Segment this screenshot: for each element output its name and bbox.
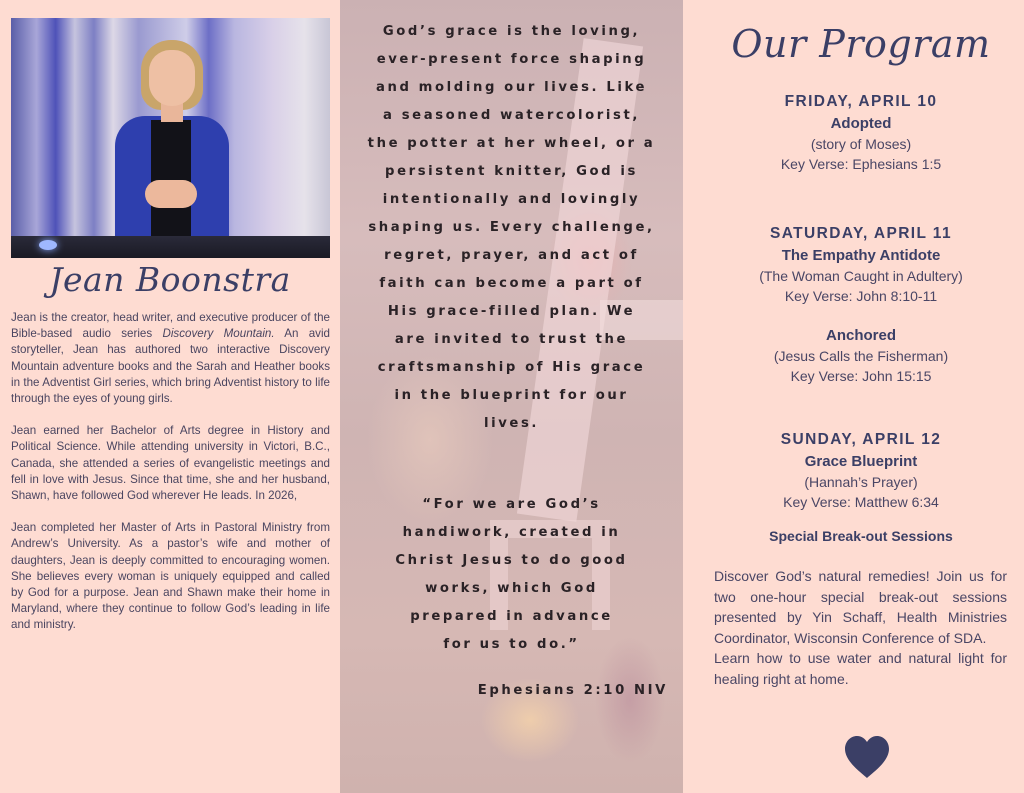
day-saturday <box>698 223 1024 386</box>
bio-paragraph-1: Jean is the creator, head writer, and executive producer of the Bible-based audio series Discovery Mountain. An avid storyteller, Jean has authored two interactive Discovery Mountain adventure books and the Sarah and Heather books in the Adventist Girl series, which bring Adventist history to life through the eyes of young girls. <box>11 311 331 406</box>
quote-line: are invited to trust the <box>394 332 629 347</box>
special-description: Discover God’s natural remedies! Join us for two one-hour special break-out sessions presented by Yin Schaff, Health Ministries Coordinator, Wisconsin Conference of SDA. <box>714 568 1007 646</box>
speaker-bio <box>11 310 330 650</box>
special-sessions-heading: Special Break-out Sessions <box>769 528 953 544</box>
session-key-verse: Key Verse: John 8:10-11 <box>784 288 938 304</box>
session-title: Anchored <box>825 327 896 344</box>
quote-line: and molding our lives. Like <box>375 80 648 95</box>
quote-line: lives. <box>483 416 540 431</box>
day-friday <box>698 91 1024 174</box>
quote-line: ever-present force shaping <box>376 52 647 67</box>
session-title: The Empathy Antidote <box>781 247 941 264</box>
bible-verse <box>340 491 683 659</box>
quote-line: God’s grace is the loving, <box>382 24 641 39</box>
bio-paragraph-3: Jean completed her Master of Arts in Pastoral Ministry from Andrew’s University. As a pastor’s wife and mother of daughters, Jean is deeply committed to encouraging women. She believes every woman is uniquely equipped and called by God for a purpose. Jean and Shawn make their home in Maryland, where they continue to follow God’s leading in life and ministry. <box>11 521 330 632</box>
day-date: SUNDAY, APRIL 12 <box>780 431 942 448</box>
session-title: Grace Blueprint <box>804 453 918 470</box>
quote-line: faith can become a part of <box>379 276 644 291</box>
heart-icon <box>843 735 891 779</box>
quote-line: regret, prayer, and act of <box>384 248 639 263</box>
bio-paragraph-2: Jean earned her Bachelor of Arts degree in History and Political Science. While attending university in Victori, B.C., Canada, she attended a series of evangelistic meetings and fell in love with Jesus. Since that time, she and her husband, Shawn, have followed God wherever He leads. In 2026, <box>11 424 330 503</box>
special-sessions-body <box>714 566 1007 689</box>
quote-line: His grace-filled plan. We <box>387 304 636 319</box>
session-subtitle: (Jesus Calls the Fisherman) <box>773 348 949 364</box>
grace-quote <box>340 18 683 438</box>
session-key-verse: Key Verse: John 15:15 <box>790 368 932 384</box>
day-date: SATURDAY, APRIL 11 <box>770 225 952 242</box>
quote-line: intentionally and lovingly <box>382 192 641 207</box>
verse-line: for us to do.” <box>443 637 580 652</box>
stage-light <box>39 240 57 250</box>
verse-line: prepared in advance <box>410 609 613 624</box>
session-subtitle: (Hannah’s Prayer) <box>804 474 918 490</box>
quote-line: a seasoned watercolorist, <box>383 108 640 123</box>
speaker-figure <box>109 40 233 258</box>
day-date: FRIDAY, APRIL 10 <box>784 93 938 110</box>
program-title: Our Program <box>731 22 991 66</box>
verse-line: Christ Jesus to do good <box>395 553 628 568</box>
quote-line: the potter at her wheel, or a <box>367 136 656 151</box>
verse-reference: Ephesians 2:10 NIV <box>477 683 668 698</box>
series-title: Discovery Mountain. <box>162 327 275 341</box>
left-panel <box>0 0 340 793</box>
session-subtitle: (The Woman Caught in Adultery) <box>759 268 963 284</box>
quote-line: craftsmanship of His grace <box>377 360 646 375</box>
quote-line: persistent knitter, God is <box>385 164 638 179</box>
session-key-verse: Key Verse: Matthew 6:34 <box>783 494 939 510</box>
quote-line: shaping us. Every challenge, <box>368 220 655 235</box>
session-title: Adopted <box>830 115 892 132</box>
verse-line: “For we are God’s <box>422 497 601 512</box>
special-learn: Learn how to use water and natural light for healing right at home. <box>714 650 1007 687</box>
right-panel <box>698 0 1024 793</box>
day-sunday <box>698 429 1024 512</box>
session-key-verse: Key Verse: Ephesians 1:5 <box>780 156 942 172</box>
speaker-name: Jean Boonstra <box>49 260 291 299</box>
quote-line: in the blueprint for our <box>394 388 629 403</box>
verse-line: works, which God <box>425 581 598 596</box>
verse-line: handiwork, created in <box>402 525 621 540</box>
speaker-photo <box>11 18 330 258</box>
session-subtitle: (story of Moses) <box>810 136 912 152</box>
center-panel <box>340 0 683 793</box>
